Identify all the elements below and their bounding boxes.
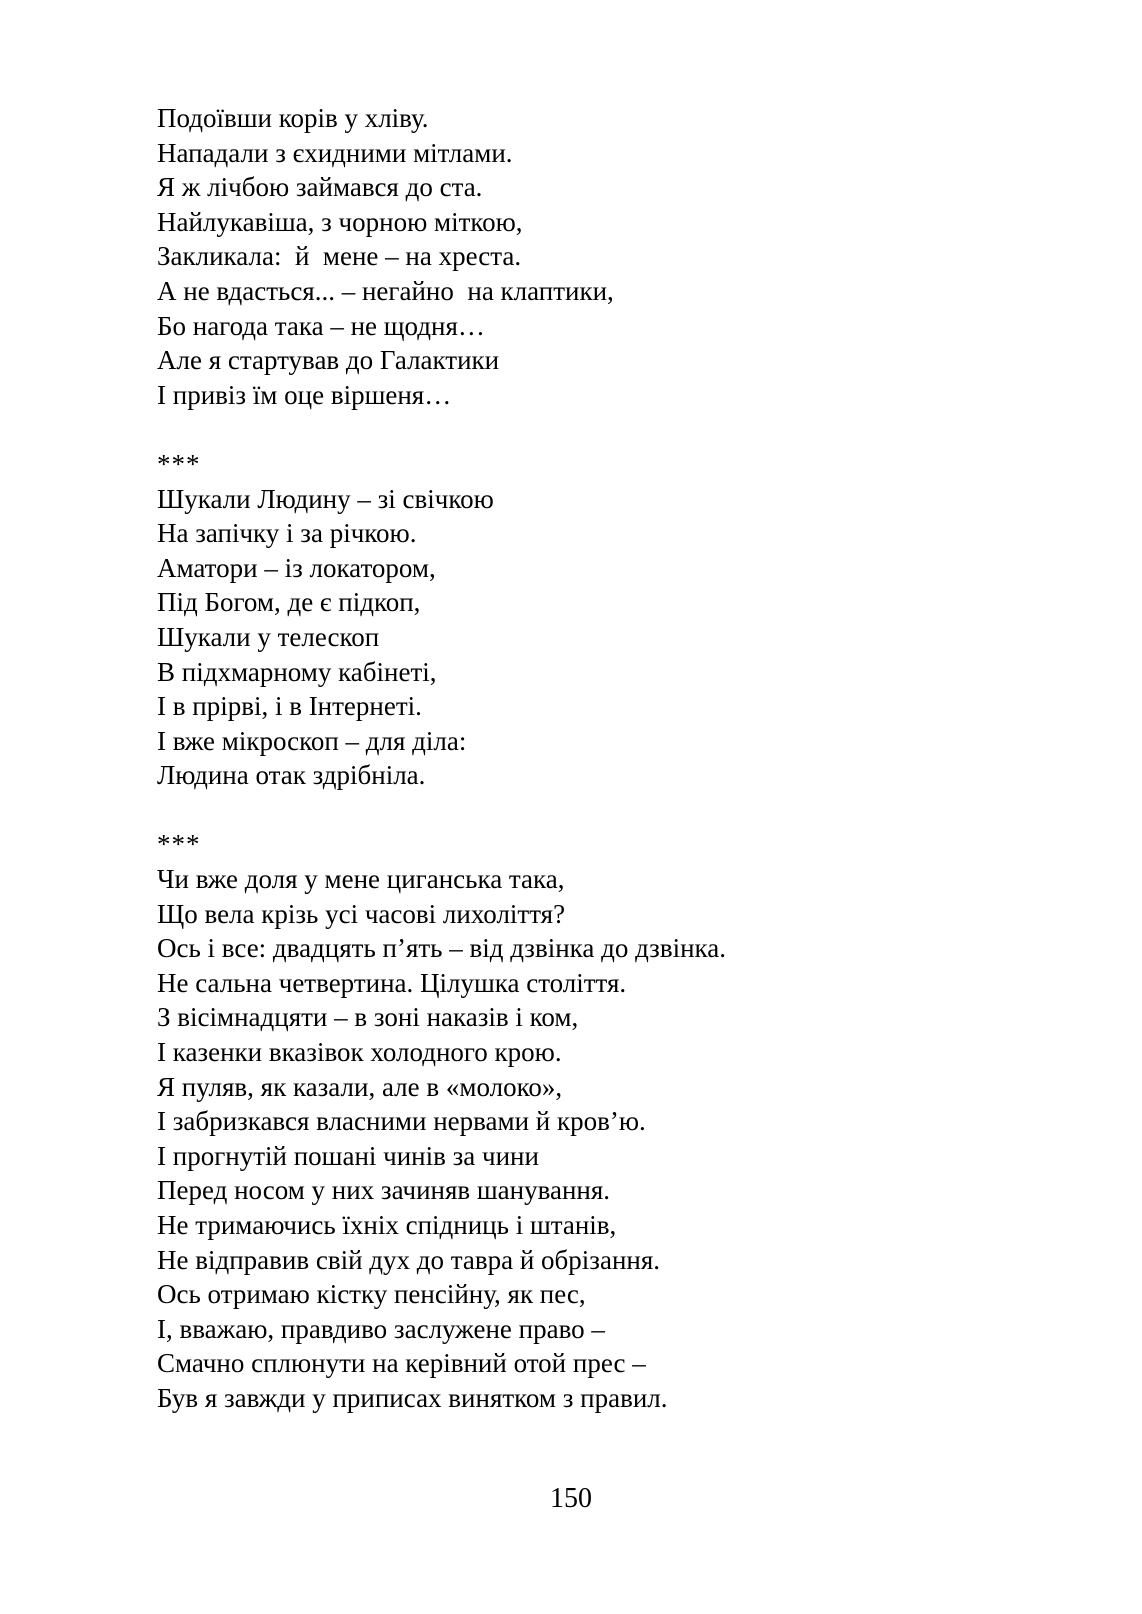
poem-line: І в прірві, і в Інтернеті.	[157, 691, 422, 722]
poem-line: Закликала: й мене – на хреста.	[157, 241, 522, 272]
poem-line: Ось отримаю кістку пенсійну, як пес,	[157, 1279, 586, 1310]
poem-line: І прогнутій пошані чинів за чини	[157, 1140, 539, 1171]
poem-line: Але я стартував до Галактики	[157, 345, 500, 376]
stanza-1	[157, 101, 1057, 412]
poem-line: Бо нагода така – не щодня…	[157, 310, 485, 341]
poem-line: Не сальна четвертина. Цілушка століття.	[157, 967, 627, 998]
poem-line: Ось і все: двадцять п’ять – від дзвінка до дзвінка.	[157, 933, 726, 964]
page-number: 150	[550, 1483, 592, 1514]
poem-line: Подоївши корів у хліву.	[157, 103, 429, 133]
poem-line: Смачно сплюнути на керівний отой прес –	[157, 1348, 646, 1379]
poem-line: І забризкався власними нервами й кров’ю.	[157, 1106, 646, 1137]
poem-line: Був я завжди у приписах винятком з правил.	[157, 1382, 668, 1413]
poem-line: На запічку і за річкою.	[157, 518, 417, 549]
poem-line: І привіз їм оце віршеня…	[157, 379, 452, 410]
poem-line: Не тримаючись їхніх спідниць і штанів,	[157, 1210, 617, 1240]
poem-line: Шукали Людину – зі свічкою	[157, 483, 494, 514]
poem-line: З вісімнадцяти – в зоні наказів і ком,	[157, 1002, 579, 1033]
stanza-3	[157, 827, 1057, 1415]
stanza-2	[157, 447, 1057, 793]
poem-line: В підхмарному кабінеті,	[157, 656, 437, 687]
poem-line: Нападали з єхидними мітлами.	[157, 137, 513, 168]
poem-line: Чи вже доля у мене циганська така,	[157, 864, 565, 895]
poem-line: І, вважаю, правдиво заслужене право –	[157, 1313, 605, 1344]
poem-line: І казенки вказівок холодного крою.	[157, 1037, 562, 1068]
poem-line: Що вела крізь усі часові лихоліття?	[157, 898, 566, 929]
poem-line: А не вдасться... – негайно на клаптики,	[157, 275, 614, 306]
poem-line: Я пуляв, як казали, але в «молоко»,	[157, 1071, 563, 1102]
poem-line: Шукали у телескоп	[157, 621, 380, 652]
poem-line: Перед носом у них зачиняв шанування.	[157, 1175, 611, 1206]
poem-line: Аматори – із локатором,	[157, 552, 436, 583]
stanza-separator: ***	[157, 829, 201, 860]
stanza-separator: ***	[157, 448, 201, 479]
poem-line: Не відправив свій дух до тавра й обрізання.	[157, 1244, 661, 1275]
poem-line: Найлукавіша, з чорною міткою,	[157, 206, 523, 237]
poem-line: Я ж лічбою займався до ста.	[157, 172, 483, 203]
poem-line: І вже мікроскоп – для діла:	[157, 725, 467, 756]
poem-text	[157, 101, 1057, 1416]
poem-line: Під Богом, де є підкоп,	[157, 587, 421, 618]
poem-line: Людина отак здрібніла.	[157, 760, 426, 791]
